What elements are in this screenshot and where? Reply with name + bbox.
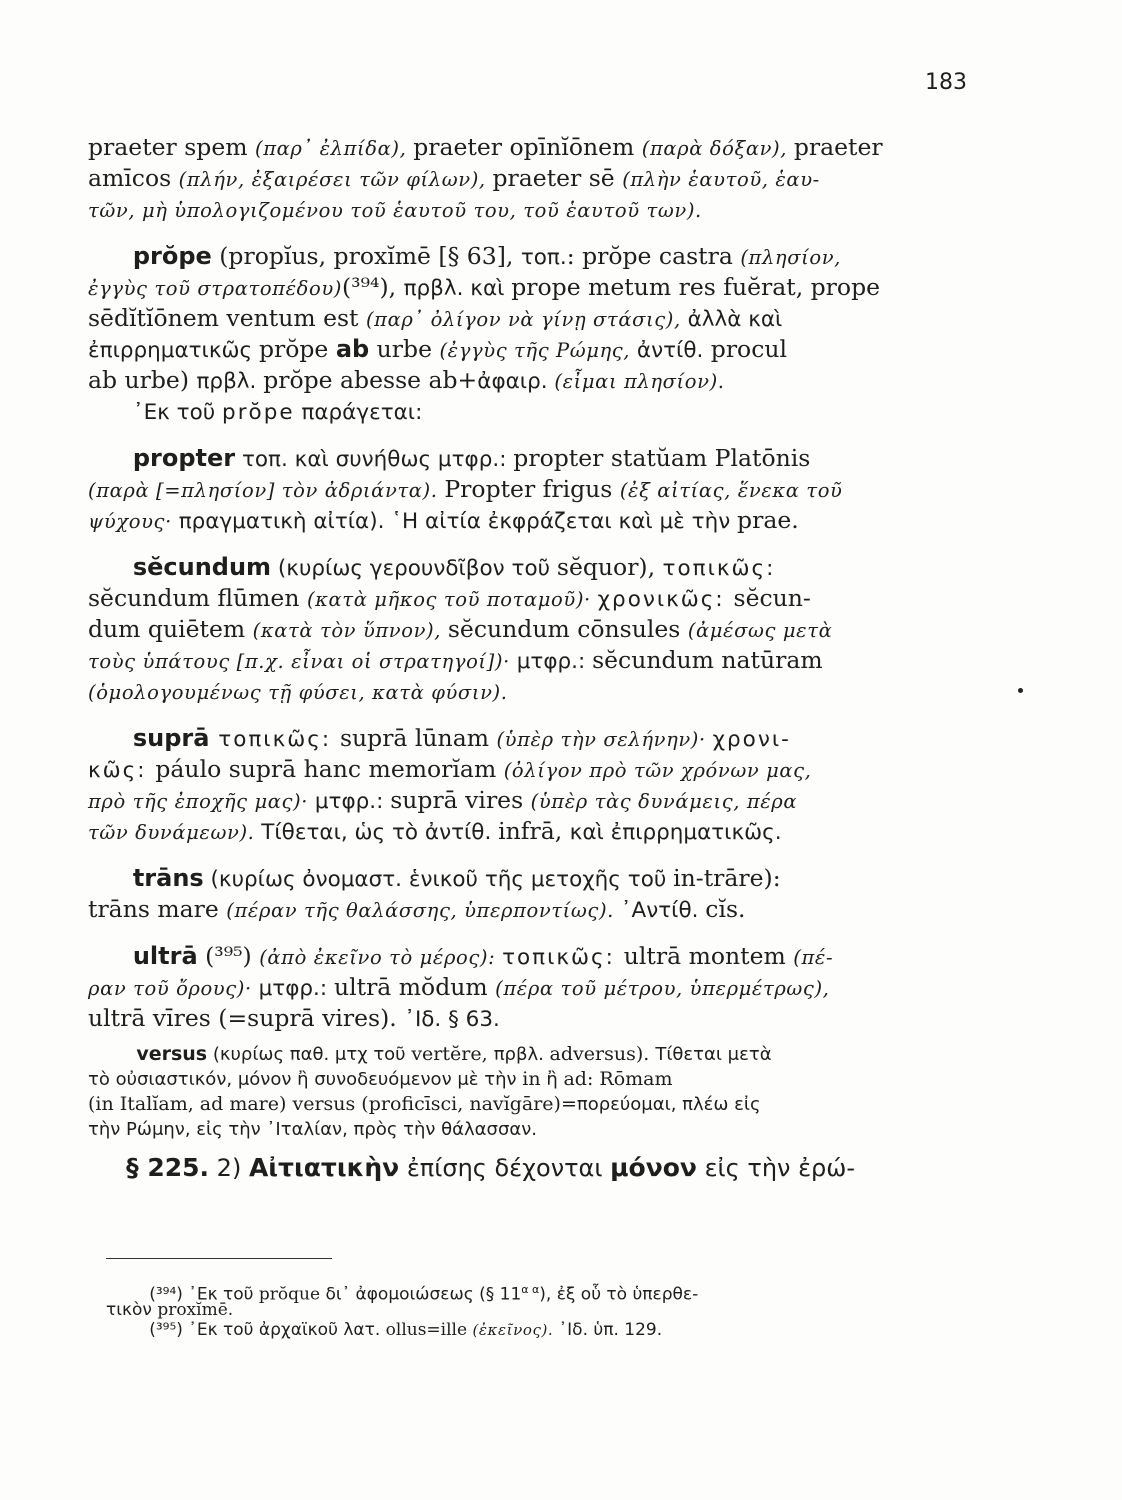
- footnote-rule: [106, 1258, 332, 1259]
- text-line: τὸ οὐσιαστικόν, μόνον ἢ συνοδευόμενον μὲ τὴν in ἢ ad: Rōmam: [88, 1068, 673, 1090]
- text-line: ἐγγὺς τοῦ στρατοπέδου)(³⁹⁴), πρβλ. καὶ prope metum res fuĕrat, prope: [88, 273, 881, 301]
- section-heading: § 225. 2) Αἰτιατικὴν ἐπίσης δέχονται μόνον εἰς τὴν ἐρώ-: [126, 1153, 856, 1182]
- text-line: τῶν δυνάμεων). Τίθεται, ὡς τὸ ἀντίθ. infrā, καὶ ἐπιρρηματικῶς.: [88, 817, 782, 845]
- headword: trāns: [132, 864, 204, 892]
- entry-supra: suprā τοπικῶς: suprā lūnam (ὑπὲρ τὴν σελήνην)· χρονι-: [132, 724, 791, 752]
- headword: propter: [132, 444, 236, 472]
- entry-secundum: sĕcundum (κυρίως γερουνδῖβον τοῦ sĕquor), τοπικῶς:: [132, 553, 776, 581]
- text-line: sĕcundum flūmen (κατὰ μῆκος τοῦ ποταμοῦ)· χρονικῶς: sĕcun-: [88, 584, 811, 612]
- text-line: πρὸ τῆς ἐποχῆς μας)· μτφρ.: suprā vires (ὑπὲρ τὰς δυνάμεις, πέρα: [88, 786, 798, 814]
- footnote-395: (³⁹⁵) ᾽Εκ τοῦ ἀρχαϊκοῦ λατ. ollus=ille (ἐκεῖνος). ᾽Ιδ. ὑπ. 129.: [149, 1320, 663, 1340]
- text-line: (παρὰ [=πλησίον] τὸν ἀδριάντα). Propter frigus (ἐξ αἰτίας, ἕνεκα τοῦ: [88, 475, 843, 503]
- entry-versus: [88, 1042, 976, 1142]
- headword: ultrā: [132, 942, 198, 970]
- text-line: amīcos (πλήν, ἐξαιρέσει τῶν φίλων), praeter sē (πλὴν ἑαυτοῦ, ἑαυ-: [88, 164, 820, 192]
- footnote-394-cont: τικὸν proxĭmē.: [106, 1300, 234, 1320]
- text-line: versus (κυρίως παθ. μτχ τοῦ vertĕre, πρβλ. adversus). Τίθεται μετὰ: [136, 1043, 772, 1065]
- footnote-394: (³⁹⁴) ᾽Εκ τοῦ prŏque δι᾽ ἀφομοιώσεως (§ $11^{\alpha \alpha}$), ἐξ οὗ τὸ ὑπερθε-: [149, 1283, 699, 1305]
- text-line: τῶν, μὴ ὑπολογιζομένου τοῦ ἑαυτοῦ του, τοῦ ἑαυτοῦ των).: [88, 199, 702, 222]
- page-number: 183: [925, 70, 967, 95]
- text-line: ᾽Εκ τοῦ prŏpe παράγεται:: [132, 400, 423, 425]
- text-line: praeter spem (παρ᾽ ἐλπίδα), praeter opīnĭōnem (παρὰ δόξαν), praeter: [88, 133, 883, 161]
- headword: suprā: [132, 724, 210, 752]
- text-line: κῶς: páulo suprā hanc memorĭam (ὀλίγον πρὸ τῶν χρόνων μας,: [88, 755, 812, 783]
- text-line: dum quiētem (κατὰ τὸν ὕπνον), sĕcundum cōnsules (ἀμέσως μετὰ: [88, 615, 833, 643]
- headword: versus: [136, 1043, 208, 1065]
- headword: sĕcundum: [132, 553, 272, 581]
- text-line: ultrā vīres (=suprā vires). ᾽Ιδ. § 63.: [88, 1004, 500, 1032]
- text-line: ραν τοῦ ὄρους)· μτφρ.: ultrā mŏdum (πέρα τοῦ μέτρου, ὑπερμέτρως),: [88, 973, 830, 1001]
- text-line: ἐπιρρηματικῶς prŏpe ab urbe (ἐγγὺς τῆς Ρώμης, ἀντίθ. procul: [88, 335, 788, 363]
- footnotes: [106, 1280, 986, 1340]
- main-text: [88, 132, 976, 1183]
- text-line: ab urbe) πρβλ. prŏpe abesse ab+ἀφαιρ. (εἶμαι πλησίον).: [88, 366, 725, 394]
- entry-propter: propter τοπ. καὶ συνήθως μτφρ.: propter statŭam Platōnis: [132, 444, 811, 472]
- text-line: (ὁμολογουμένως τῇ φύσει, κατὰ φύσιν).: [88, 681, 508, 704]
- text-line: ψύχους· πραγματικὴ αἰτία). ῾Η αἰτία ἐκφράζεται καὶ μὲ τὴν prae.: [88, 506, 799, 534]
- text-line: (in Italĭam, ad mare) versus (proficīsci, navĭgāre)=πορεύομαι, πλέω εἰς: [88, 1093, 761, 1115]
- margin-dot: [1018, 688, 1023, 693]
- entry-ultra: ultrā (³⁹⁵) (ἀπὸ ἐκεῖνο τὸ μέρος): τοπικῶς: ultrā montem (πέ-: [132, 942, 834, 970]
- text-line: τοὺς ὑπάτους [π.χ. εἶναι οἱ στρατηγοί])· μτφρ.: sĕcundum natūram: [88, 646, 823, 674]
- text-line: trāns mare (πέραν τῆς θαλάσσης, ὑπερποντίως). ᾽Αντίθ. cĭs.: [88, 895, 746, 923]
- entry-prope: prŏpe (propĭus, proxĭmē [§ 63], τοπ.: prŏpe castra (πλησίον,: [132, 242, 841, 270]
- entry-trans: trāns (κυρίως ὀνομαστ. ἑνικοῦ τῆς μετοχῆς τοῦ in-trāre):: [132, 864, 781, 892]
- text-line: τὴν Ρώμην, εἰς τὴν ᾽Ιταλίαν, πρὸς τὴν θάλασσαν.: [88, 1119, 537, 1140]
- text-line: sēdĭtĭōnem ventum est (παρ᾽ ὀλίγον νὰ γίνῃ στάσις), ἀλλὰ καὶ: [88, 304, 783, 332]
- headword: prŏpe: [132, 242, 212, 270]
